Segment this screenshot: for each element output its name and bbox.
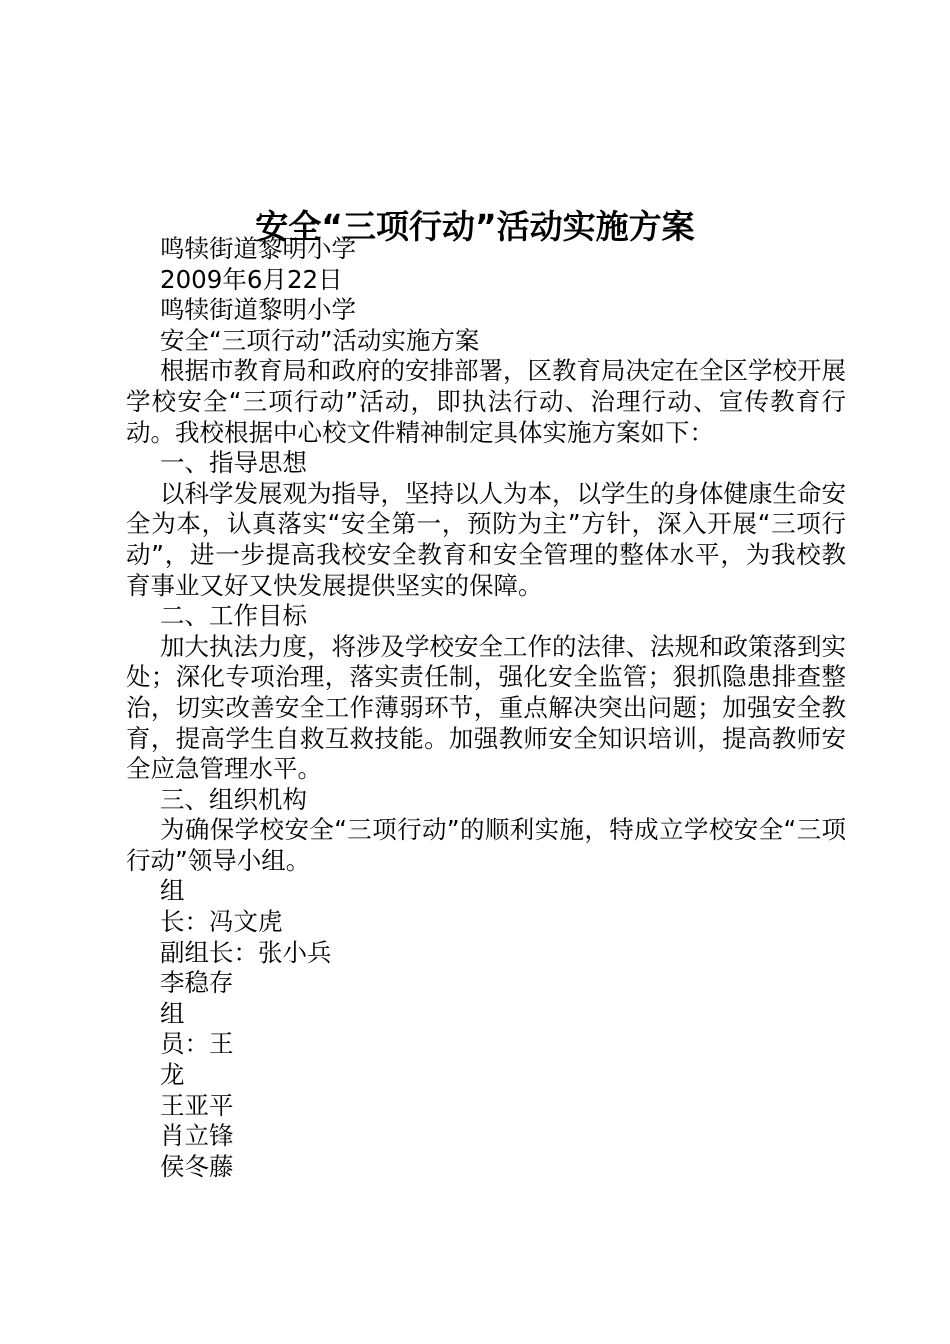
school-name-repeat: 鸣犊街道黎明小学	[160, 295, 356, 325]
member-line: 侯冬藤	[160, 1151, 234, 1181]
intro-paragraph: 根据市教育局和政府的安排部署，区教育局决定在全区学校开展学校安全“三项行动”活动，即执法行动、治理行动、宣传教育行动。我校根据中心校文件精神制定具体实施方案如下：	[126, 356, 846, 447]
member-line: 王亚平	[160, 1090, 234, 1120]
document-date: 2009年6月22日	[160, 264, 343, 294]
member-line: 龙	[160, 1060, 185, 1090]
document-subtitle: 安全“三项行动”活动实施方案	[160, 325, 480, 355]
member-line: 组	[160, 998, 185, 1028]
member-line: 李稳存	[160, 968, 234, 998]
member-line: 肖立锋	[160, 1121, 234, 1151]
member-line: 组	[160, 876, 185, 906]
document-title: 安全“三项行动”活动实施方案	[255, 207, 695, 247]
section-body-organization: 为确保学校安全“三项行动”的顺利实施，特成立学校安全“三项行动”领导小组。	[126, 815, 846, 875]
member-line: 长：冯文虎	[160, 907, 283, 937]
section-heading-guiding-thought: 一、指导思想	[160, 448, 307, 478]
section-heading-organization: 三、组织机构	[160, 784, 307, 814]
member-line: 副组长：张小兵	[160, 937, 332, 967]
section-body-guiding-thought: 以科学发展观为指导，坚持以人为本，以学生的身体健康生命安全为本，认真落实“安全第一，预防为主”方针，深入开展“三项行动”，进一步提高我校安全教育和安全管理的整体水平，为我校教育事业又好又快发展提供坚实的保障。	[126, 478, 846, 600]
document-body	[126, 234, 846, 1182]
section-body-work-goals: 加大执法力度，将涉及学校安全工作的法律、法规和政策落到实处；深化专项治理，落实责任制，强化安全监管；狠抓隐患排查整治，切实改善安全工作薄弱环节，重点解决突出问题；加强安全教育，提高学生自救互救技能。加强教师安全知识培训，提高教师安全应急管理水平。	[126, 631, 846, 784]
school-name: 鸣犊街道黎明小学	[160, 234, 356, 263]
section-heading-work-goals: 二、工作目标	[160, 601, 307, 631]
member-line: 员：王	[160, 1029, 234, 1059]
